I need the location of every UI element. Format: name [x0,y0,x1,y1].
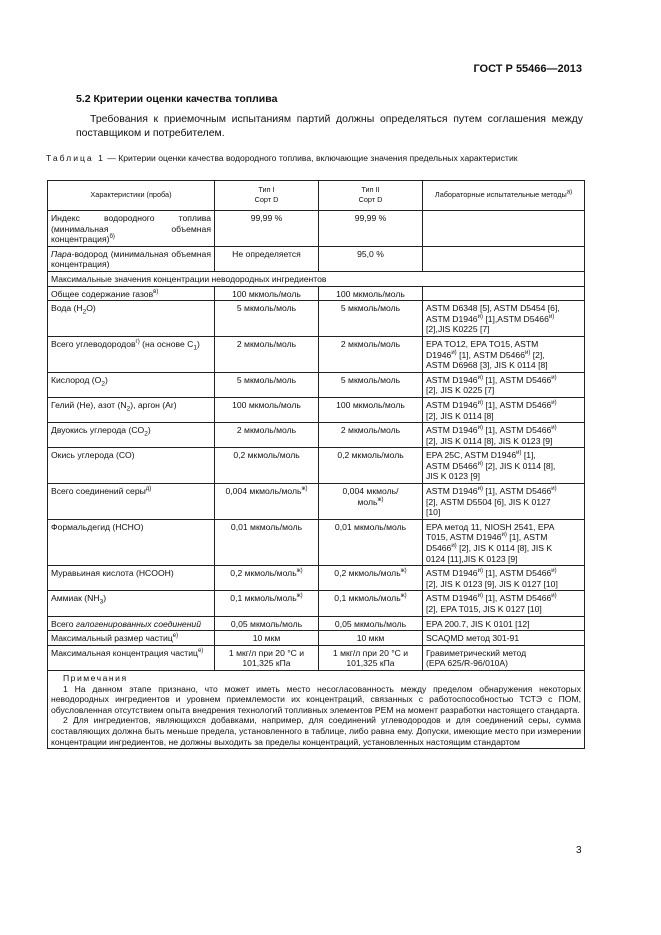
row-hc-name: Всего углеводородов$^{г)}$ (на основе $C_1$) [48,336,215,372]
table-row: Максимальный размер частиц$^{е)}$ 10 мкм 10 мкм SCAQMD метод 301-91 [48,631,585,646]
row-para-type2: 95,0 % [319,246,423,271]
intro-paragraph: Требования к приемочным испытаниям партий должны определяться путем соглашения между поставщиком и потребителем. [76,113,583,139]
section-title: 5.2 Критерии оценки качества топлива [76,93,278,105]
table-row: Гелий (He), азот $(N_2)$, аргон (Ar) 100 мкмоль/моль 100 мкмоль/моль ASTM $D1946^{и)}$ [1], ASTM $D5466^{и)}$ [2], JIS K 0114 [8] [48,397,585,422]
table-row: Общее содержание газов$^{в)}$ 100 мкмоль/моль 100 мкмоль/моль [48,286,585,301]
table-row: Окись углерода (CO) 0,2 мкмоль/моль 0,2 мкмоль/моль EPA 25C, ASTM $D1946^{и)}$ [1], ASTM $D5466^{и)}$ [2], JIS K 0114 [8], JIS K 0123 [9] [48,448,585,484]
header-type1: Тип I Сорт D [215,181,319,211]
notes-title: Примечания [63,672,128,683]
quality-criteria-table [47,180,585,749]
caption-label: Таблица 1 [46,153,105,163]
table-header-row [48,181,585,211]
caption-text: — Критерии оценки качества водородного топлива, включающие значения предельных характеристик [107,153,518,163]
header-type2: Тип II Сорт D [319,181,423,211]
row-co-name: Окись углерода (CO) [48,448,215,484]
table-row: Вода $(H_2O)$ 5 мкмоль/моль 5 мкмоль/моль ASTM D6348 [5], ASTM D5454 [6], ASTM $D1946^{и)}$ [1],ASTM $D5466^{и)}$ [2],JIS K0225 [7] [48,301,585,337]
table-row: Всего углеводородов$^{г)}$ (на основе $C_1$) 2 мкмоль/моль 2 мкмоль/моль EPA TO12, EPA TO15, ASTM $D1946^{и)}$ [1], ASTM $D5466^{и)}$ [2], ASTM D6968 [3], JIS K 0114 [8] [48,336,585,372]
table-row: Кислород $(O_2)$ 5 мкмоль/моль 5 мкмоль/моль ASTM $D1946^{и)}$ [1], ASTM $D5466^{и)}$ [2], JIS K 0225 [7] [48,372,585,397]
table-row: Всего галогенированных соединений 0,05 мкмоль/моль 0,05 мкмоль/моль EPA 200.7, JIS K 0101 [12] [48,616,585,631]
row-formic-name: Муравьиная кислота (HCOOH) [48,566,215,591]
row-hydrogen-type2: 99,99 % [319,211,423,247]
header-methods: Лабораторные испытательные методы$^{а)}$ [423,181,585,211]
table-notes-row [48,670,585,748]
row-hc-methods: EPA TO12, EPA TO15, ASTM $D1946^{и)}$ [1], ASTM $D5466^{и)}$ [2], ASTM D6968 [3], JIS K 0114 [8] [423,336,585,372]
table-row [48,211,585,247]
row-sulfur-name: Всего соединений серы$^{д)}$ [48,484,215,520]
table-row: Аммиак $(NH_3)$ 0,1 мкмоль/моль$^{ж)}$ 0,1 мкмоль/моль$^{ж)}$ ASTM $D1946^{и)}$ [1], ASTM $D5466^{и)}$ [2], EPA T015, JIS K 0127 [10] [48,591,585,616]
row-water-methods: ASTM D6348 [5], ASTM D5454 [6], ASTM $D1946^{и)}$ [1],ASTM $D5466^{и)}$ [2],JIS K0225 [7] [423,301,585,337]
row-inert-name: Гелий (He), азот $(N_2)$, аргон (Ar) [48,397,215,422]
row-para-name: Пара-водород (минимальная объемная концентрация) [48,246,215,271]
row-hcho-name: Формальдегид (HCHO) [48,519,215,565]
row-particle-size-name: Максимальный размер частиц$^{е)}$ [48,631,215,646]
header-characteristics: Характеристики (проба) [48,181,215,211]
row-oxygen-name: Кислород $(O_2)$ [48,372,215,397]
row-ammonia-name: Аммиак $(NH_3)$ [48,591,215,616]
table-row [48,246,585,271]
row-water-name: Вода $(H_2O)$ [48,301,215,337]
row-hydrogen-name: Индекс водородного топлива (минимальная объемная концентрация)$^{б)}$ [48,211,215,247]
table-row: Всего соединений серы$^{д)}$ 0,004 мкмоль/моль$^{ж)}$ 0,004 мкмоль/ моль$^{ж)}$ ASTM $D1946^{и)}$ [1], ASTM $D5466^{и)}$ [2], ASTM D5504 [6], JIS K 0127 [10] [48,484,585,520]
row-co2-name: Двуокись углерода $(CO_2)$ [48,423,215,448]
table-notes [48,670,585,748]
row-hydrogen-type1: 99,99 % [215,211,319,247]
page-number: 3 [576,845,582,856]
section-row-label: Максимальные значения концентрации неводородных ингредиентов [48,271,585,286]
row-halogen-name: Всего галогенированных соединений [48,616,215,631]
table-section-row [48,271,585,286]
row-para-type1: Не определяется [215,246,319,271]
note-2: 2 Для ингредиентов, являющихся добавками, например, для соединений углеводородов и для соединений серы, сумма составляющих должна быть меньше предела, установленного в таблице, либо равна ему. Допуски, имеющие место при измерении концентрации ингредиентов, не должны выходить за пределы концентраций, установленных настоящим стандартом [51,715,581,747]
row-gases-name: Общее содержание газов$^{в)}$ [48,286,215,301]
table-row: Двуокись углерода $(CO_2)$ 2 мкмоль/моль 2 мкмоль/моль ASTM $D1946^{и)}$ [1], ASTM $D5466^{и)}$ [2], JIS K 0114 [8], JIS K 0123 [9] [48,423,585,448]
table-row: Формальдегид (HCHO) 0,01 мкмоль/моль 0,01 мкмоль/моль EPA метод 11, NIOSH 2541, EPA T015, ASTM $D1946^{и)}$ [1], ASTM $D5466^{и)}$ [2], JIS K 0114 [8], JIS K 0124 [11],JIS K 0123 [9] [48,519,585,565]
standard-number: ГОСТ Р 55466—2013 [473,63,582,75]
row-particle-conc-name: Максимальная концентрация частиц$^{е)}$ [48,645,215,670]
table-row: Максимальная концентрация частиц$^{е)}$ 1 мкг/л при 20 °C и 101,325 кПа 1 мкг/л при 20 °C и 101,325 кПа Гравиметрический метод (EPA 625/R-96/010A) [48,645,585,670]
note-1: 1 На данном этапе признано, что может иметь место несогласованность между пределом обнаружения некоторых неводородных ингредиентов и уровнем приемлемости их концентраций, связанных с работоспособностью ТСТЭ с ПОМ, обусловленная отсутствием опыта внедрения технологий топливных элементов PEM на момент разработки настоящего стандарта. [51,683,581,715]
table-row: Муравьиная кислота (HCOOH) 0,2 мкмоль/моль$^{ж)}$ 0,2 мкмоль/моль$^{ж)}$ ASTM $D1946^{и)}$ [1], ASTM $D5466^{и)}$ [2], JIS K 0123 [9], JIS K 0127 [10] [48,566,585,591]
table-caption [46,153,584,164]
